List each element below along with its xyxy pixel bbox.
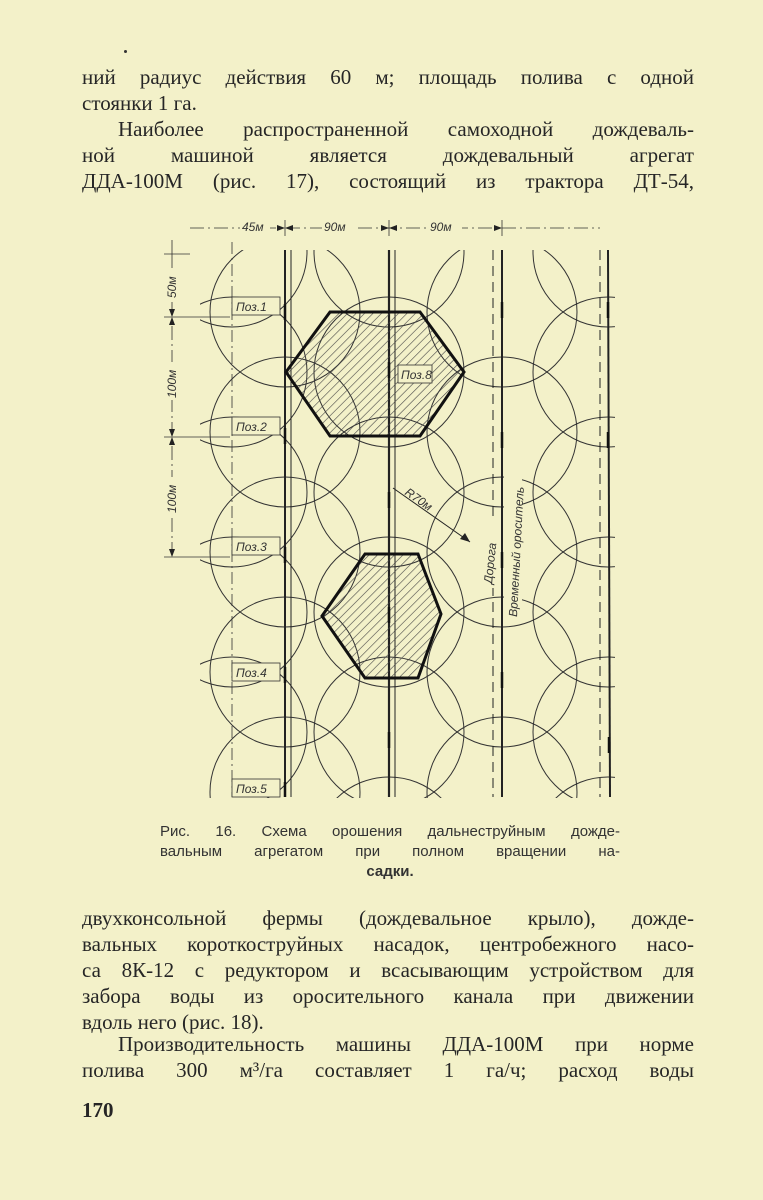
figure-irrigation-scheme xyxy=(160,212,615,807)
text-line: вальных короткоструйных насадок, центробежного насо- xyxy=(82,932,694,956)
paragraph-1 xyxy=(82,64,694,116)
position-label: Поз.4 xyxy=(236,666,267,680)
page-number: 170 xyxy=(82,1098,114,1122)
coverage-circle xyxy=(533,297,615,447)
coverage-circle xyxy=(533,657,615,807)
paragraph-4 xyxy=(82,1031,694,1083)
hexagon-area-1 xyxy=(286,312,464,436)
coverage-circle xyxy=(533,417,615,567)
caption-line: вальным агрегатом при полном вращении на- xyxy=(160,843,620,860)
dimension-top-label: 45м xyxy=(242,220,264,234)
text-line: стоянки 1 га. xyxy=(82,91,197,115)
canal-label: Временный ороситель xyxy=(506,486,527,618)
paragraph-2 xyxy=(82,116,694,194)
paragraph-3 xyxy=(82,905,694,1035)
position-8-label: Поз.8 xyxy=(401,368,432,382)
caption-line: садки. xyxy=(366,863,414,880)
position-label: Поз.2 xyxy=(236,420,267,434)
text-line: ной машиной является дождевальный агрегат xyxy=(82,143,694,167)
text-line: ДДА-100М (рис. 17), состоящий из трактора ДТ-54, xyxy=(82,169,694,193)
dimension-left-label: 100м xyxy=(165,484,179,513)
text-line: Производительность машины ДДА-100М при норме xyxy=(118,1032,694,1056)
position-label: Поз.1 xyxy=(236,300,267,314)
coverage-circle xyxy=(533,777,615,807)
text-line: вдоль него (рис. 18). xyxy=(82,1010,264,1034)
speck xyxy=(124,50,127,53)
radius-label: R70м xyxy=(402,484,436,514)
text-line: забора воды из оросительного канала при движении xyxy=(82,984,694,1008)
dimension-left-label: 50м xyxy=(165,276,179,298)
text-line: полива 300 м³/га составляет 1 га/ч; расход воды xyxy=(82,1058,694,1082)
hexagon-area-2 xyxy=(322,554,441,678)
pipeline-line-4 xyxy=(608,250,610,797)
coverage-circle xyxy=(533,212,615,327)
road-label: Дорога xyxy=(481,542,500,585)
dimension-left-label: 100м xyxy=(165,369,179,398)
position-label: Поз.3 xyxy=(236,540,267,554)
text-line: са 8К-12 с редуктором и всасывающим устройством для xyxy=(82,958,694,982)
text-line: ний радиус действия 60 м; площадь полива с одной xyxy=(82,65,694,89)
text-line: Наиболее распространенной самоходной дождеваль- xyxy=(118,117,694,141)
text-line: двухконсольной фермы (дождевальное крыло), дожде- xyxy=(82,906,694,930)
position-label: Поз.5 xyxy=(236,782,267,796)
coverage-circle xyxy=(533,537,615,687)
dimension-top-label: 90м xyxy=(430,220,452,234)
irrigation-diagram xyxy=(160,212,615,807)
dimension-top-label: 90м xyxy=(324,220,346,234)
caption-line: Рис. 16. Схема орошения дальнеструйным дожде- xyxy=(160,823,620,840)
figure-caption xyxy=(160,822,620,882)
